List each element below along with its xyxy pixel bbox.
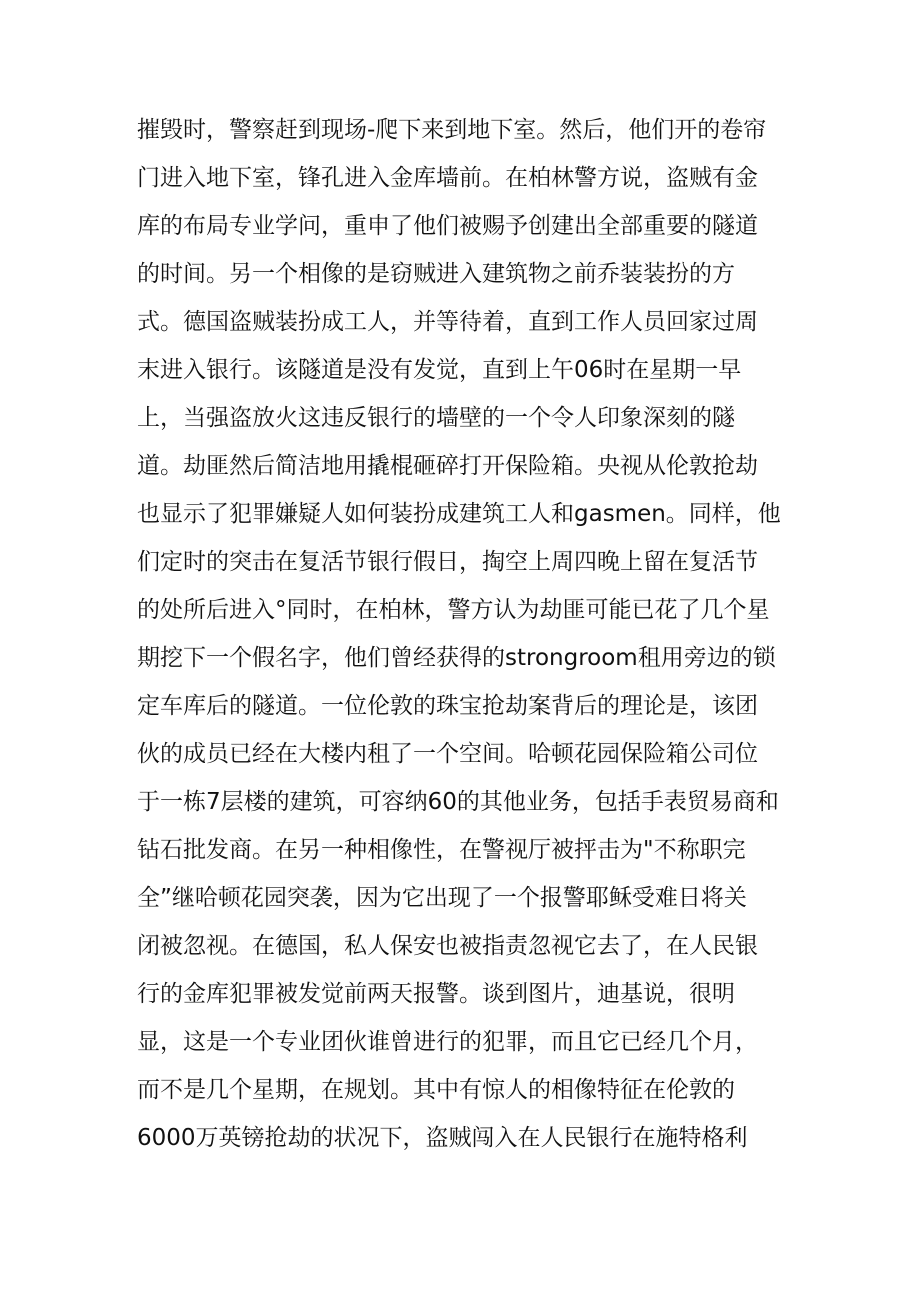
text-line: 期挖下一个假名字，他们曾经获得的strongroom租用旁边的锁 [137, 645, 776, 671]
text-line: 式。德国盗贼装扮成工人，并等待着，直到工作人员回家过周 [137, 309, 758, 335]
text-line: 摧毁时，警察赶到现场-爬下来到地下室。然后，他们开的卷帘 [137, 117, 767, 143]
text-line: 的处所后进入°同时，在柏林，警方认为劫匪可能已花了几个星 [137, 597, 770, 623]
text-line: 门进入地下室，锋孔进入金库墙前。在柏林警方说，盗贼有金 [137, 165, 758, 191]
text-line: 显，这是一个专业团伙谁曾进行的犯罪，而且它已经几个月， [137, 1029, 758, 1055]
text-line: 定车库后的隧道。一位伦敦的珠宝抢劫案背后的理论是，该团 [137, 693, 758, 719]
text-line: 们定时的突击在复活节银行假日，掏空上周四晚上留在复活节 [137, 549, 758, 575]
text-line: 而不是几个星期，在规划。其中有惊人的相像特征在伦敦的 [137, 1077, 735, 1103]
text-line: 道。劫匪然后简洁地用撬棍砸碎打开保险箱。央视从伦敦抢劫 [137, 453, 758, 479]
body-paragraph [137, 106, 797, 1162]
text-line: 末进入银行。该隧道是没有发觉，直到上午06时在星期一早 [137, 357, 742, 383]
text-line: 库的布局专业学问，重申了他们被赐予创建出全部重要的隧道 [137, 213, 758, 239]
text-line: 也显示了犯罪嫌疑人如何装扮成建筑工人和gasmen。同样，他 [137, 501, 781, 527]
text-line: 行的金库犯罪被发觉前两天报警。谈到图片，迪基说，很明 [137, 981, 735, 1007]
text-line: 伙的成员已经在大楼内租了一个空间。哈顿花园保险箱公司位 [137, 741, 758, 767]
text-line: 的时间。另一个相像的是窃贼进入建筑物之前乔装装扮的方 [137, 261, 735, 287]
text-line: 6000万英镑抢劫的状况下，盗贼闯入在人民银行在施特格利 [137, 1125, 748, 1151]
text-line: 全”继哈顿花园突袭，因为它出现了一个报警耶稣受难日将关 [137, 885, 747, 911]
text-line: 闭被忽视。在德国，私人保安也被指责忽视它去了，在人民银 [137, 933, 758, 959]
text-line: 钻石批发商。在另一种相像性，在警视厅被抨击为"不称职完 [137, 837, 746, 863]
text-line: 于一栋7层楼的建筑，可容纳60的其他业务，包括手表贸易商和 [137, 789, 779, 815]
text-line: 上，当强盗放火这违反银行的墙壁的一个令人印象深刻的隧 [137, 405, 735, 431]
